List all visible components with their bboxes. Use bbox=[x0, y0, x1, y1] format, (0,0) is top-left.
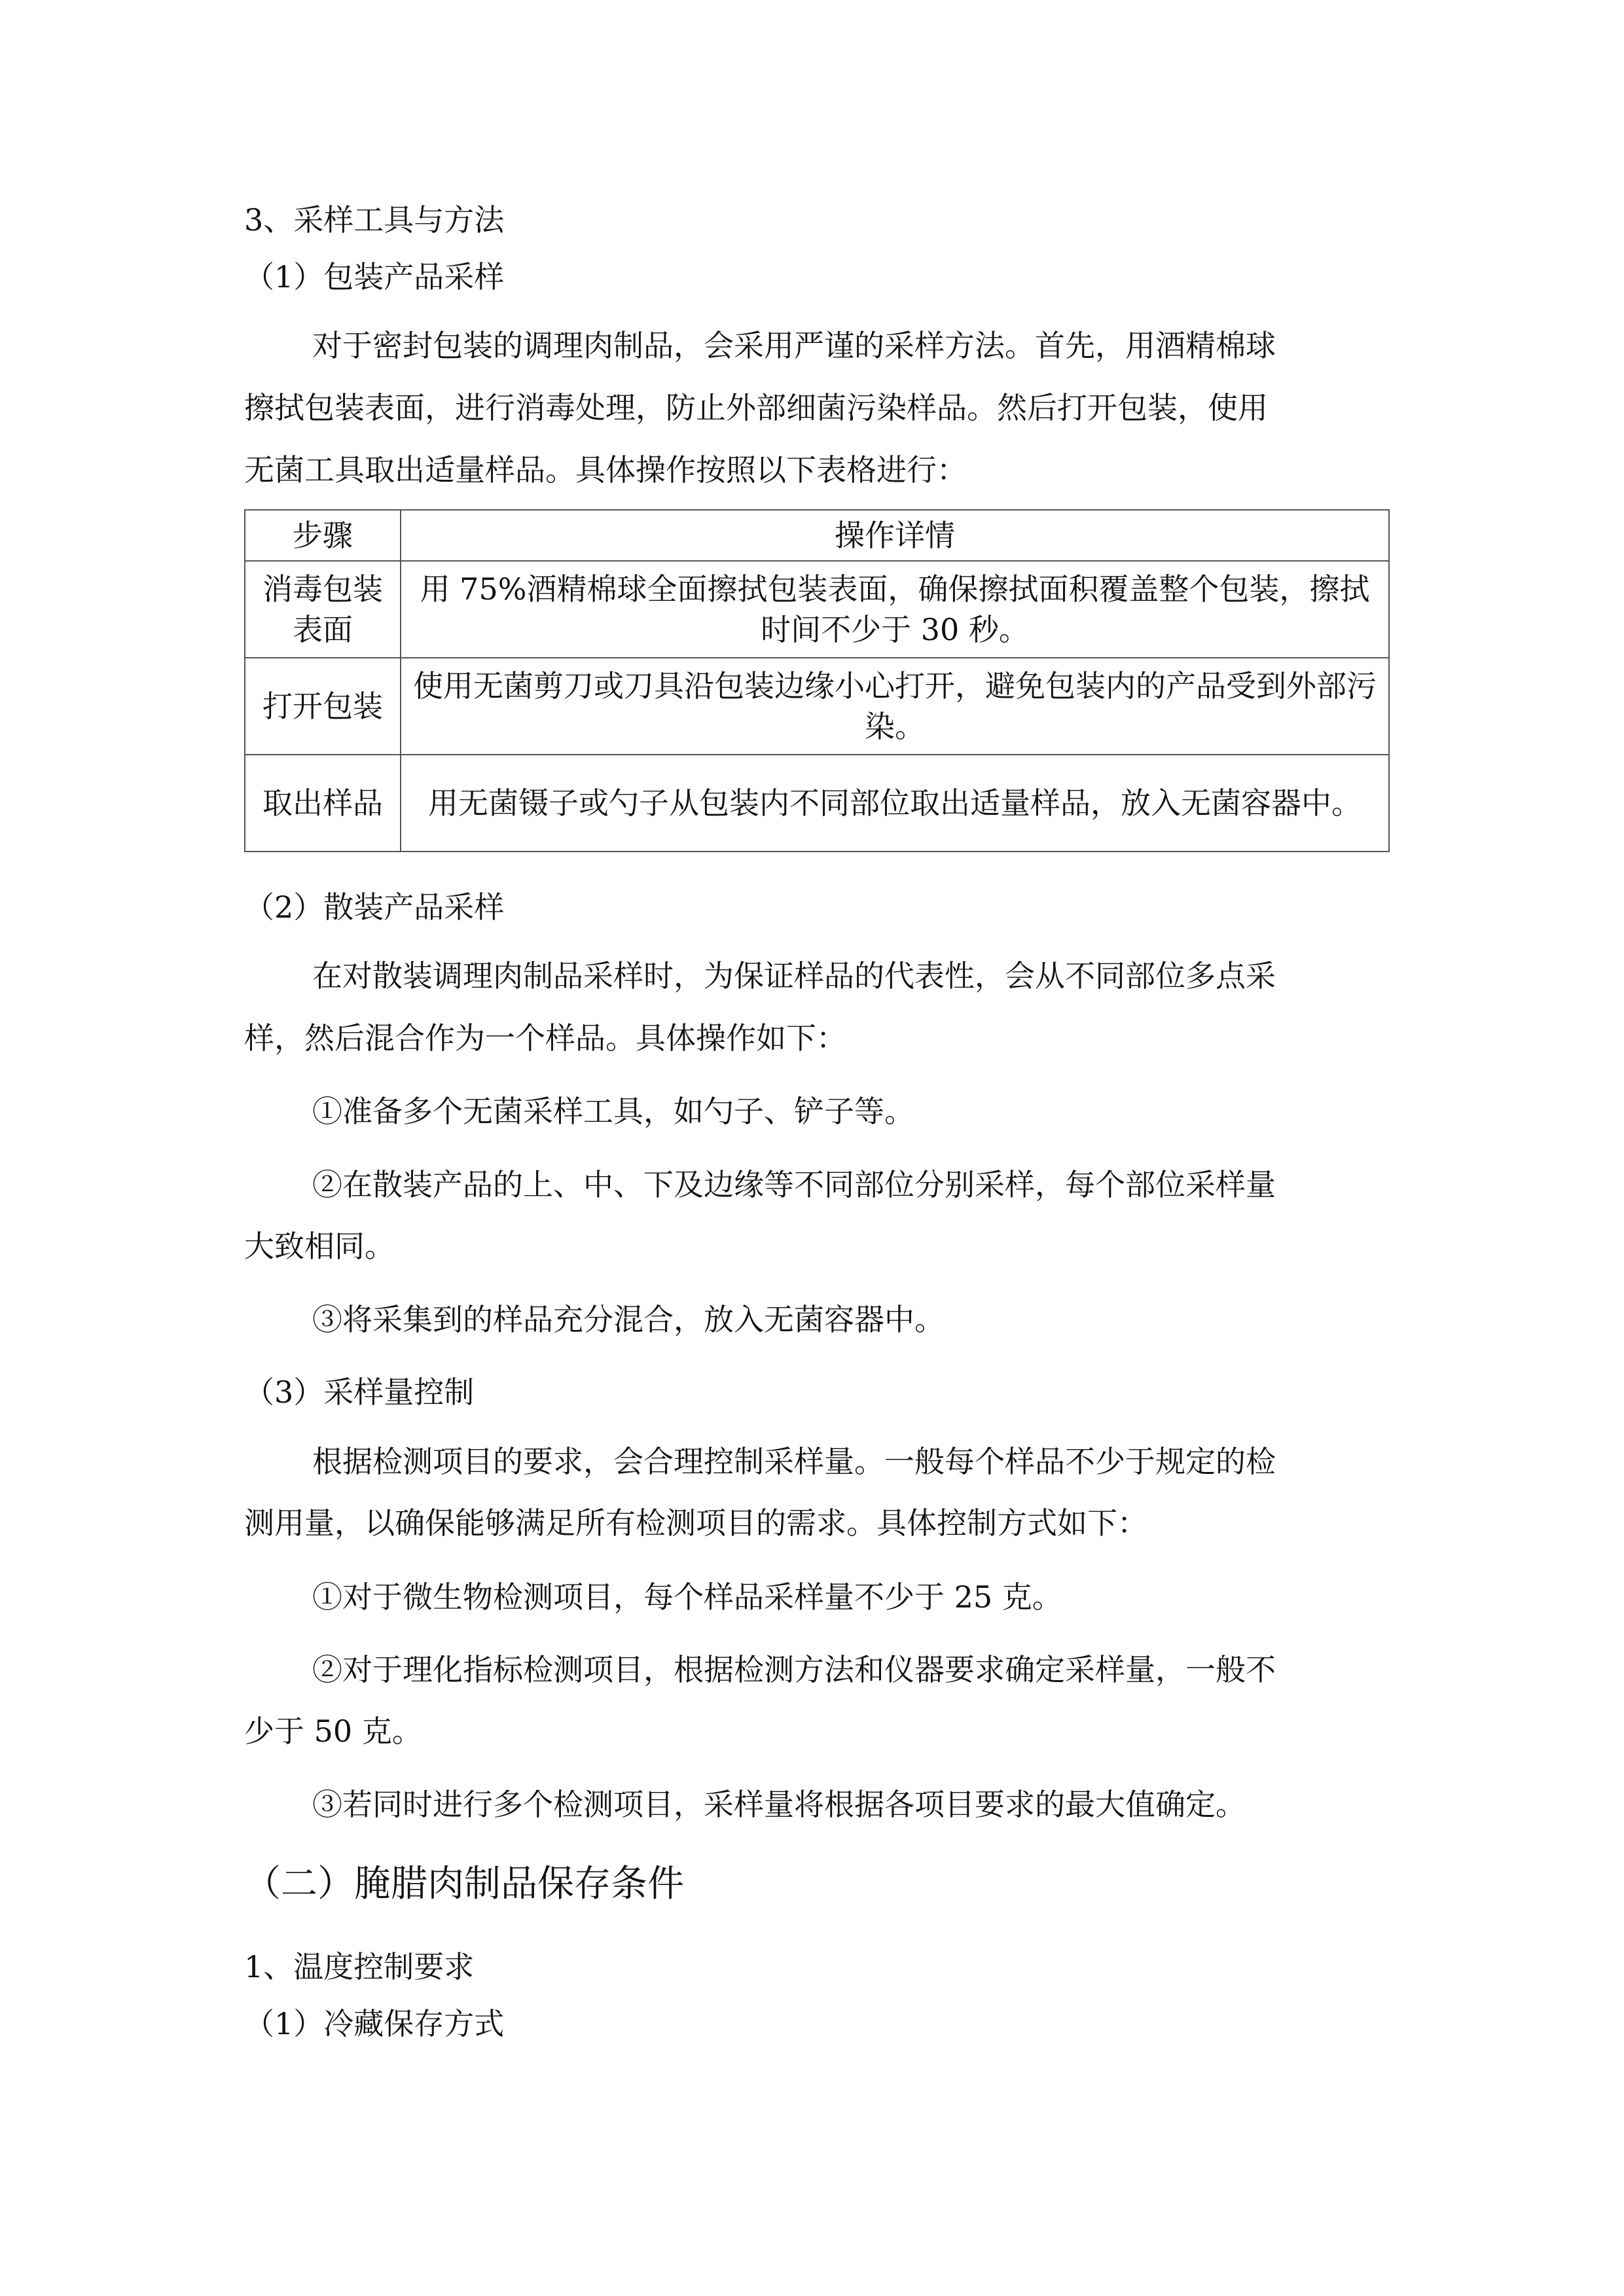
list-item: ②在散装产品的上、中、下及边缘等不同部位分别采样，每个部位采样量 bbox=[312, 1167, 1276, 1202]
paragraph-line: 在对散装调理肉制品采样时，为保证样品的代表性，会从不同部位多点采 bbox=[312, 958, 1276, 994]
section-title: （二）腌腊肉制品保存条件 bbox=[244, 1863, 684, 1905]
list-item: ②对于理化指标检测项目，根据检测方法和仪器要求确定采样量，一般不 bbox=[312, 1652, 1276, 1687]
paragraph-line: 对于密封包装的调理肉制品，会采用严谨的采样方法。首先，用酒精棉球 bbox=[312, 328, 1276, 363]
list-item-continuation: 大致相同。 bbox=[244, 1229, 395, 1264]
list-item: ③将采集到的样品充分混合，放入无菌容器中。 bbox=[312, 1302, 945, 1337]
paragraph-line: 样，然后混合作为一个样品。具体操作如下： bbox=[244, 1020, 846, 1056]
table-header-row bbox=[245, 510, 1389, 561]
table-row bbox=[245, 561, 1389, 658]
paragraph-line: 无菌工具取出适量样品。具体操作按照以下表格进行： bbox=[244, 452, 967, 488]
table-cell-detail: 用无菌镊子或勺子从包装内不同部位取出适量样品，放入无菌容器中。 bbox=[401, 755, 1389, 852]
subheading-bulk-sampling: （2）散装产品采样 bbox=[244, 889, 505, 925]
sampling-steps-table bbox=[244, 509, 1390, 852]
table-cell-step: 取出样品 bbox=[245, 755, 401, 852]
paragraph-line: 擦拭包装表面，进行消毒处理，防止外部细菌污染样品。然后打开包装，使用 bbox=[244, 390, 1268, 425]
table-row bbox=[245, 658, 1389, 755]
table-cell-detail: 使用无菌剪刀或刀具沿包装边缘小心打开，避免包装内的产品受到外部污染。 bbox=[401, 658, 1389, 755]
list-item: ①对于微生物检测项目，每个样品采样量不少于 25 克。 bbox=[312, 1579, 1062, 1615]
paragraph-line: 测用量，以确保能够满足所有检测项目的需求。具体控制方式如下： bbox=[244, 1505, 1147, 1541]
subheading-cold-storage: （1）冷藏保存方式 bbox=[244, 2006, 505, 2041]
list-item: ③若同时进行多个检测项目，采样量将根据各项目要求的最大值确定。 bbox=[312, 1787, 1246, 1822]
table-cell-step: 打开包装 bbox=[245, 658, 401, 755]
table-row bbox=[245, 755, 1389, 852]
table-cell-detail: 用 75%酒精棉球全面擦拭包装表面，确保擦拭面积覆盖整个包装，擦拭时间不少于 30 秒。 bbox=[401, 561, 1389, 658]
table-cell-step: 消毒包装表面 bbox=[245, 561, 401, 658]
table-header-detail: 操作详情 bbox=[401, 510, 1389, 561]
table-header-step: 步骤 bbox=[245, 510, 401, 561]
paragraph-line: 根据检测项目的要求，会合理控制采样量。一般每个样品不少于规定的检 bbox=[312, 1444, 1276, 1479]
list-item: ①准备多个无菌采样工具，如勺子、铲子等。 bbox=[312, 1094, 914, 1129]
subheading-packaged-sampling: （1）包装产品采样 bbox=[244, 259, 505, 295]
subheading-sample-quantity: （3）采样量控制 bbox=[244, 1374, 475, 1410]
section-heading: 3、采样工具与方法 bbox=[244, 202, 505, 238]
list-item-continuation: 少于 50 克。 bbox=[244, 1713, 422, 1749]
section-heading: 1、温度控制要求 bbox=[244, 1949, 475, 1984]
